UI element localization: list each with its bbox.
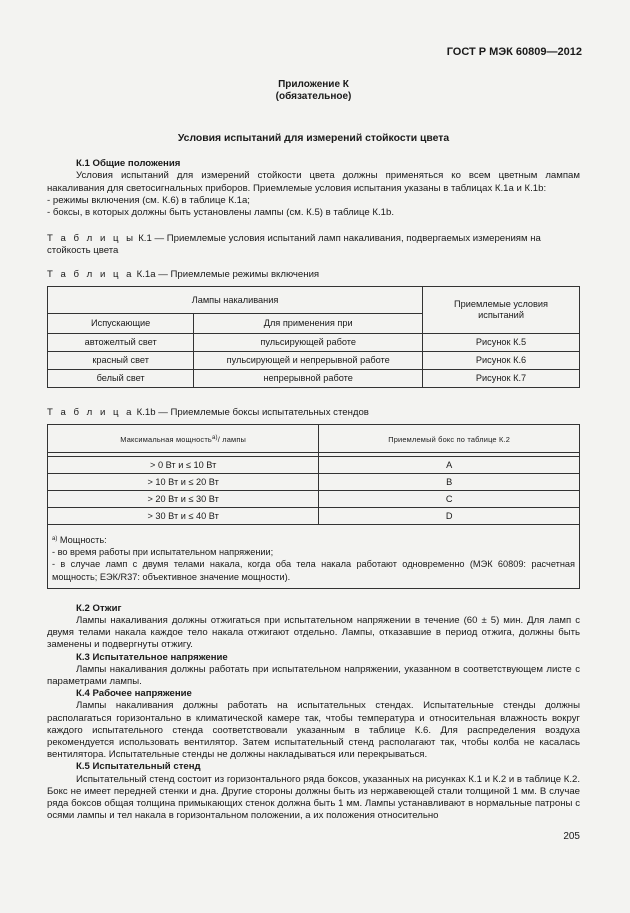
table-k1b-caption-prefix: Т а б л и ц а — [47, 406, 134, 418]
annex-heading — [47, 79, 580, 103]
table-k1b-footnote — [48, 525, 580, 589]
table-k1-caption — [47, 233, 580, 257]
table-k1a — [47, 286, 580, 388]
section-k1-paragraph: Условия испытаний для измерений стойкости цвета должны применяться ко всем цветным лампам накаливания для светосигнальных приборов. Приемлемые условия испытания указаны в таблицах К.1a и К.1b: — [47, 170, 580, 194]
table-row — [48, 333, 580, 351]
section-k3 — [47, 652, 580, 689]
table-k1-caption-prefix: Т а б л и ц ы — [47, 233, 136, 245]
section-k5-paragraph: Испытательный стенд состоит из горизонтального ряда боксов, указанных на рисунках К.1 и К.2 и в таблице К.2. Бокс не имеет передней стенки и дна. Другие стороны должны быть из нержавеющей стали толщиной 1 мм. В случае ряда боксов общая толщина примыкающих стенок должна быть 1 мм. Лампы устанавливают в нормальные патроны с осями лампы и тел накала в горизонтальном положении, а их положения относительно — [47, 773, 580, 822]
table-cell: A — [319, 457, 580, 474]
section-k4-heading: К.4 Рабочее напряжение — [76, 688, 192, 700]
section-k5-heading: К.5 Испытательный стенд — [76, 761, 201, 773]
table-cell: > 30 Вт и ≤ 40 Вт — [48, 508, 319, 525]
table-cell: C — [319, 491, 580, 508]
section-k2-paragraph: Лампы накаливания должны отжигаться при испытательном напряжении в течение (60 ± 5) мин. Для ламп с двумя телами накала каждое тело накала отжигают отдельно. Лампы, отказавшие в период отжига, должны быть заменены и подвергнуты отжигу. — [47, 615, 580, 651]
section-k3-heading: К.3 Испытательное напряжение — [76, 651, 228, 663]
table-k1a-head-conditions: Приемлемые условия испытаний — [423, 286, 580, 333]
table-cell: непрерывной работе — [194, 369, 423, 387]
table-k1b-head-power-text: Максимальная мощность — [120, 435, 212, 445]
section-k1-heading: К.1 Общие положения — [76, 158, 181, 170]
table-cell: Рисунок К.5 — [423, 333, 580, 351]
section-k1-item: - боксы, в которых должны быть установлены лампы (см. К.5) в таблице К.1b. — [47, 207, 395, 219]
table-cell: автожелтый свет — [48, 333, 194, 351]
table-cell: пульсирующей и непрерывной работе — [194, 351, 423, 369]
footnote-line: - в случае ламп с двумя телами накала, когда оба тела накала работают одновременно (МЭК 60809: расчетная мощность; ЕЭК/R37: объективное значение мощности). — [52, 559, 575, 582]
table-k1a-head-lamps: Лампы накаливания — [48, 286, 423, 313]
table-k1b-caption — [47, 407, 580, 419]
document-id: ГОСТ Р МЭК 60809—2012 — [446, 46, 582, 58]
table-row — [48, 369, 580, 387]
table-row — [48, 474, 580, 491]
table-k1b — [47, 424, 580, 589]
footnote-title — [52, 533, 575, 546]
section-k1-item: - режимы включения (см. К.6) в таблице К.1а; — [47, 194, 250, 206]
annex-title: Приложение К — [278, 79, 349, 90]
section-k5 — [47, 761, 580, 822]
table-k1b-head-power-tail: / лампы — [217, 435, 247, 445]
table-cell: Рисунок К.6 — [423, 351, 580, 369]
table-k1a-sub-application: Для применения при — [194, 313, 423, 333]
section-k4-paragraph: Лампы накаливания должны работать на испытательных стендах. Испытательные стенды должны располагаться горизонтально в климатической камере так, чтобы температура и относительная влажность вокруг каждого испытательного стенда соответствовали указанным в таблице К.6. Для распределения воздуха рекомендуется использовать вентилятор. Затем испытательный стенд располагают так, чтобы колба не касалась вентилятора. Испытательные стенды не должны накладываться или перекрываться. — [47, 700, 580, 761]
table-k1a-sub-emitting: Испускающие — [48, 313, 194, 333]
table-row — [48, 491, 580, 508]
table-k1a-caption — [47, 269, 580, 281]
footnote-mark: а) — [52, 536, 58, 543]
table-cell: B — [319, 474, 580, 491]
table-k1a-caption-text: К.1a — Приемлемые режимы включения — [136, 268, 320, 280]
table-k1b-head-power — [48, 425, 319, 453]
section-k4 — [47, 688, 580, 761]
table-cell: > 0 Вт и ≤ 10 Вт — [48, 457, 319, 474]
section-k3-paragraph: Лампы накаливания должны работать при испытательном напряжении, указанном в соответствующем листе с параметрами лампы. — [47, 663, 580, 688]
table-cell: белый свет — [48, 369, 194, 387]
page-number: 205 — [563, 831, 580, 842]
table-row — [48, 457, 580, 474]
table-cell: > 10 Вт и ≤ 20 Вт — [48, 474, 319, 491]
table-k1b-head-box: Приемлемый бокс по таблице К.2 — [319, 425, 580, 453]
table-cell: > 20 Вт и ≤ 30 Вт — [48, 491, 319, 508]
table-cell: красный свет — [48, 351, 194, 369]
main-title: Условия испытаний для измерений стойкости цвета — [177, 133, 450, 144]
table-cell: D — [319, 508, 580, 525]
table-k1-caption-text: К.1 — Приемлемые условия испытаний ламп накаливания, подвергаемых измерениям на стойкость цвета — [47, 233, 541, 257]
table-cell: Рисунок К.7 — [423, 369, 580, 387]
footnote-line: - во время работы при испытательном напряжении; — [52, 547, 274, 558]
table-row — [48, 508, 580, 525]
table-k1b-caption-text: К.1b — Приемлемые боксы испытательных стендов — [136, 406, 369, 418]
footnote-title-text: Мощность: — [59, 535, 107, 546]
section-k2 — [47, 603, 580, 652]
table-row — [48, 351, 580, 369]
table-cell: пульсирующей работе — [194, 333, 423, 351]
table-k1b-head-power-sup: а) — [211, 435, 218, 442]
annex-subtitle: (обязательное) — [275, 91, 352, 102]
section-k1 — [47, 158, 580, 219]
table-k1a-caption-prefix: Т а б л и ц а — [47, 268, 134, 280]
section-k2-heading: К.2 Отжиг — [76, 602, 122, 614]
